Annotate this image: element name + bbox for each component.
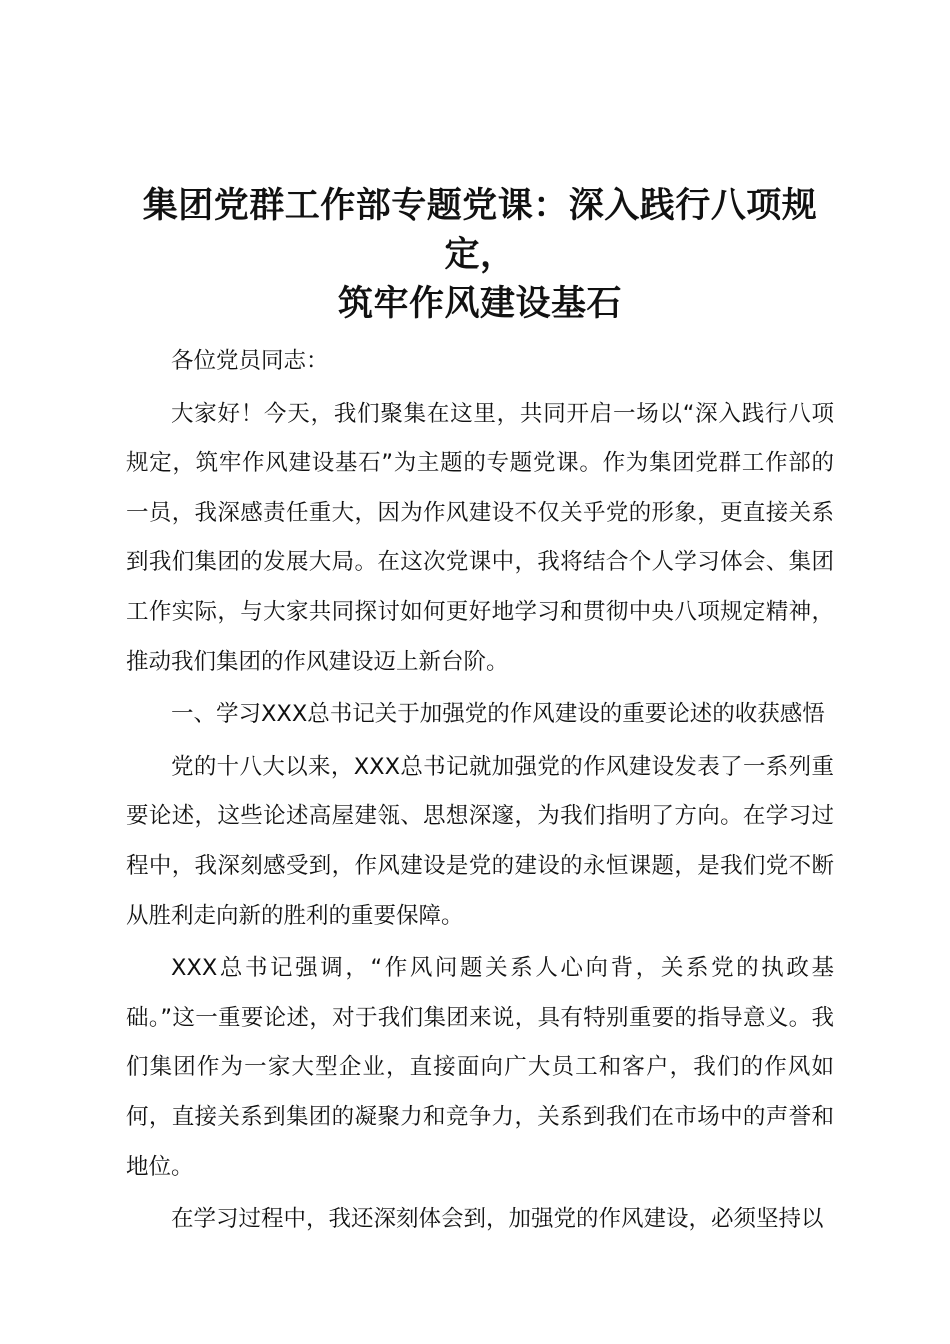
paragraph-3: 在学习过程中，我还深刻体会到，加强党的作风建设，必须坚持以 (171, 1206, 824, 1233)
document-title (126, 182, 834, 329)
paragraph-1: 党的十八大以来，XXX总书记就加强党的作风建设发表了一系列重要论述，这些论述高屋建瓴、思想深邃，为我们指明了方向。在学习过程中，我深刻感受到，作风建设是党的建设的永恒课题，是我们党不断从胜利走向新的胜利的重要保障。 (126, 753, 834, 929)
salutation: 各位党员同志： (171, 348, 329, 374)
title-line-2: 筑牢作风建设基石 (337, 284, 622, 324)
section-heading-1: 一、学习XXX总书记关于加强党的作风建设的重要论述的收获感悟 (171, 701, 825, 728)
paragraph-2: XXX总书记强调，“作风问题关系人心向背，关系党的执政基础。”这一重要论述，对于我们集团来说，具有特别重要的指导意义。我们集团作为一家大型企业，直接面向广大员工和客户，我们的作风如何，直接关系到集团的凝聚力和竞争力，关系到我们在市场中的声誉和地位。 (126, 955, 834, 1180)
title-line-1: 集团党群工作部专题党课：深入践行八项规定， (142, 186, 818, 275)
paragraph-intro: 大家好！今天，我们聚集在这里，共同开启一场以“深入践行八项规定，筑牢作风建设基石”为主题的专题党课。作为集团党群工作部的一员，我深感责任重大，因为作风建设不仅关乎党的形象，更直接关系到我们集团的发展大局。在这次党课中，我将结合个人学习体会、集团工作实际，与大家共同探讨如何更好地学习和贯彻中央八项规定精神，推动我们集团的作风建设迈上新台阶。 (126, 400, 834, 675)
document-body (126, 182, 834, 1245)
